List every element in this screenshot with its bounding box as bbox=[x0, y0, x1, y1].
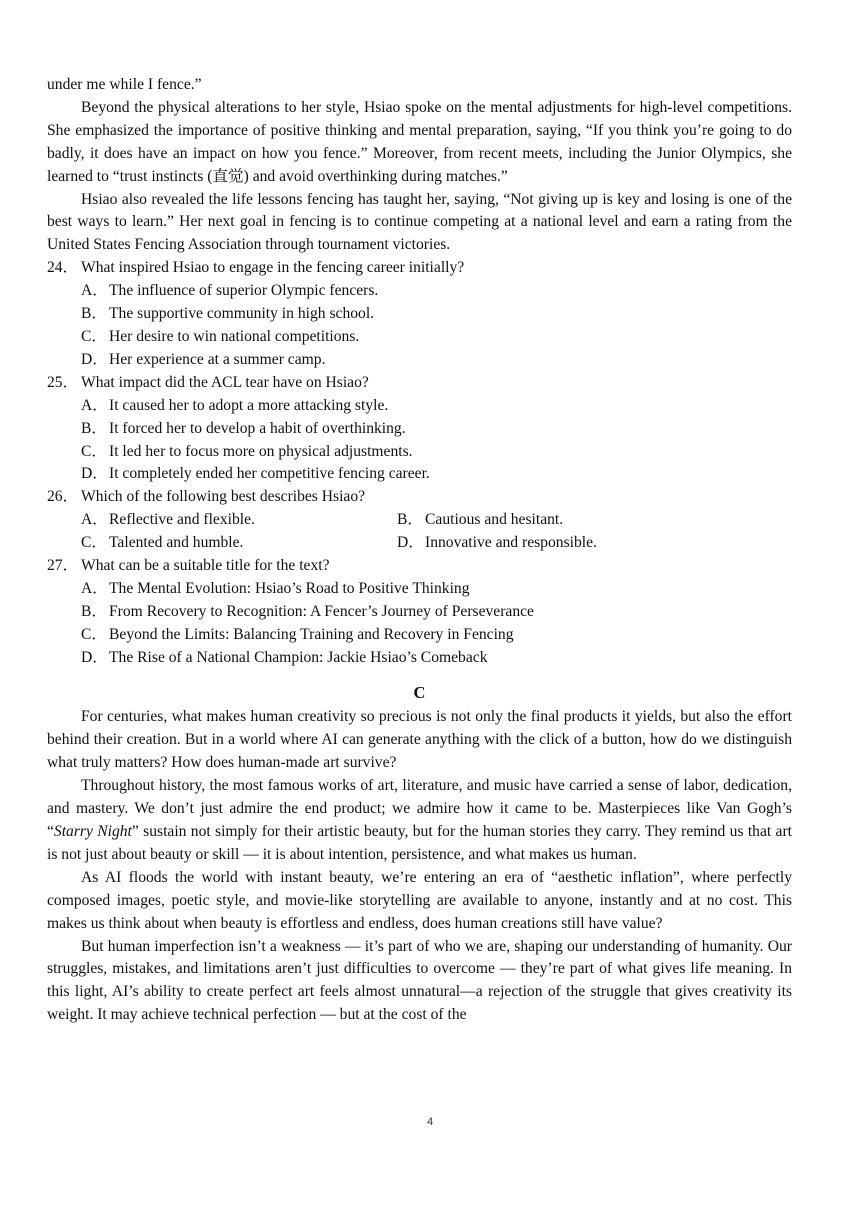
option-letter: A． bbox=[81, 396, 108, 414]
option-text: From Recovery to Recognition: A Fencer’s Journey of Perseverance bbox=[109, 602, 534, 620]
option-letter: D． bbox=[81, 648, 108, 666]
question-number: 27． bbox=[47, 557, 79, 575]
question-text: What impact did the ACL tear have on Hsiao? bbox=[81, 373, 369, 391]
option-text: Reflective and flexible. bbox=[109, 511, 255, 529]
option-letter: A． bbox=[81, 579, 108, 597]
question-text: What inspired Hsiao to engage in the fencing career initially? bbox=[81, 259, 465, 277]
option-letter: C． bbox=[81, 534, 107, 552]
option-26-a bbox=[81, 509, 397, 532]
paragraph-mental-adjustments: Beyond the physical alterations to her style, Hsiao spoke on the mental adjustments for high-level competitions. She emphasized the importance of positive thinking and mental preparation, saying, “If you think you’re going to do badly, it does have an impact on how you fence.” Moreover, from recent meets, including the Junior Olympics, she learned to “trust instincts (直觉) and avoid overthinking during matches.” bbox=[47, 98, 792, 185]
option-text: The influence of superior Olympic fencers. bbox=[109, 282, 379, 300]
question-25 bbox=[47, 372, 792, 395]
option-25-d bbox=[81, 463, 792, 486]
option-24-c bbox=[81, 326, 792, 349]
option-letter: A． bbox=[81, 511, 108, 529]
option-letter: B． bbox=[81, 602, 107, 620]
option-26-b bbox=[397, 509, 713, 532]
question-number: 26． bbox=[47, 488, 79, 506]
page-number: 4 bbox=[426, 1116, 434, 1128]
question-text: Which of the following best describes Hsiao? bbox=[81, 488, 366, 506]
paragraph-c-2 bbox=[47, 775, 792, 867]
question-24 bbox=[47, 257, 792, 280]
option-24-a bbox=[81, 280, 792, 303]
option-letter: D． bbox=[81, 465, 108, 483]
options-row bbox=[81, 532, 792, 555]
option-letter: C． bbox=[81, 625, 107, 643]
artwork-title: Starry Night bbox=[53, 823, 132, 840]
option-text: Talented and humble. bbox=[109, 534, 244, 552]
option-letter: C． bbox=[81, 442, 107, 460]
exam-page bbox=[47, 74, 792, 1027]
paragraph-life-lessons: Hsiao also revealed the life lessons fencing has taught her, saying, “Not giving up is key and losing is one of the best ways to learn.” Her next goal in fencing is to continue competing at a national level and earn a rating from the United States Fencing Association through tournament victories. bbox=[47, 190, 792, 254]
option-letter: B． bbox=[397, 511, 423, 529]
paragraph-c-4: But human imperfection isn’t a weakness — it’s part of who we are, shaping our understanding of humanity. Our struggles, mistakes, and limitations aren’t just difficulties to overcome — they’re part of what gives life meaning. In this light, AI’s ability to create perfect art feels almost unnatural—a rejection of the struggle that gives creativity its weight. It may achieve technical perfection — but at the cost of the bbox=[47, 937, 792, 1024]
option-text: Her experience at a summer camp. bbox=[109, 350, 326, 368]
question-number: 24． bbox=[47, 259, 79, 277]
option-24-b bbox=[81, 303, 792, 326]
option-25-b bbox=[81, 418, 792, 441]
continued-line: under me while I fence.” bbox=[47, 76, 202, 93]
text-run: ” sustain not simply for their artistic beauty, but for the human stories they carry. They remind us that art is not just about beauty or skill — it is about intention, persistence, and what makes us human. bbox=[47, 823, 792, 863]
option-letter: D． bbox=[81, 350, 108, 368]
option-text: It forced her to develop a habit of overthinking. bbox=[109, 419, 406, 437]
text-run: Throughout history, the most famous works of art, literature, and music have carried a sense of labor, dedication, and mastery. We don’t just admire the end product; we admire how it came to be. Masterpieces like Van Gogh’s “ bbox=[47, 777, 792, 840]
paragraph-c-3: As AI floods the world with instant beauty, we’re entering an era of “aesthetic inflation”, where perfectly composed images, poetic style, and movie-like storytelling are available to anyone, instantly and at no cost. This makes us think about when beauty is effortless and endless, does human creations still have value? bbox=[47, 868, 792, 932]
option-25-a bbox=[81, 395, 792, 418]
option-text: Beyond the Limits: Balancing Training and Recovery in Fencing bbox=[109, 625, 514, 643]
option-27-a bbox=[81, 578, 792, 601]
option-text: It led her to focus more on physical adjustments. bbox=[109, 442, 413, 460]
option-text: It completely ended her competitive fencing career. bbox=[109, 465, 430, 483]
option-text: Innovative and responsible. bbox=[425, 534, 597, 552]
section-heading: C bbox=[413, 682, 426, 702]
question-text: What can be a suitable title for the text? bbox=[81, 557, 330, 575]
options-row bbox=[81, 509, 792, 532]
option-text: The supportive community in high school. bbox=[109, 305, 375, 323]
option-letter: C． bbox=[81, 327, 107, 345]
option-text: The Rise of a National Champion: Jackie Hsiao’s Comeback bbox=[109, 648, 488, 666]
option-letter: A． bbox=[81, 282, 108, 300]
option-26-d bbox=[397, 532, 713, 555]
option-letter: B． bbox=[81, 419, 107, 437]
option-text: Cautious and hesitant. bbox=[425, 511, 564, 529]
option-text: The Mental Evolution: Hsiao’s Road to Positive Thinking bbox=[109, 579, 470, 597]
option-text: Her desire to win national competitions. bbox=[109, 327, 360, 345]
option-27-c bbox=[81, 624, 792, 647]
question-27 bbox=[47, 555, 792, 578]
option-27-b bbox=[81, 601, 792, 624]
option-24-d bbox=[81, 349, 792, 372]
question-26 bbox=[47, 486, 792, 509]
option-26-c bbox=[81, 532, 397, 555]
option-25-c bbox=[81, 441, 792, 464]
paragraph-c-1: For centuries, what makes human creativity so precious is not only the final products it yields, but also the effort behind their creation. But in a world where AI can generate anything with the click of a button, how do we distinguish what truly matters? How does human-made art survive? bbox=[47, 708, 792, 772]
question-number: 25． bbox=[47, 373, 79, 391]
option-27-d bbox=[81, 647, 792, 670]
option-letter: D． bbox=[397, 534, 424, 552]
option-text: It caused her to adopt a more attacking style. bbox=[109, 396, 389, 414]
option-letter: B． bbox=[81, 305, 107, 323]
